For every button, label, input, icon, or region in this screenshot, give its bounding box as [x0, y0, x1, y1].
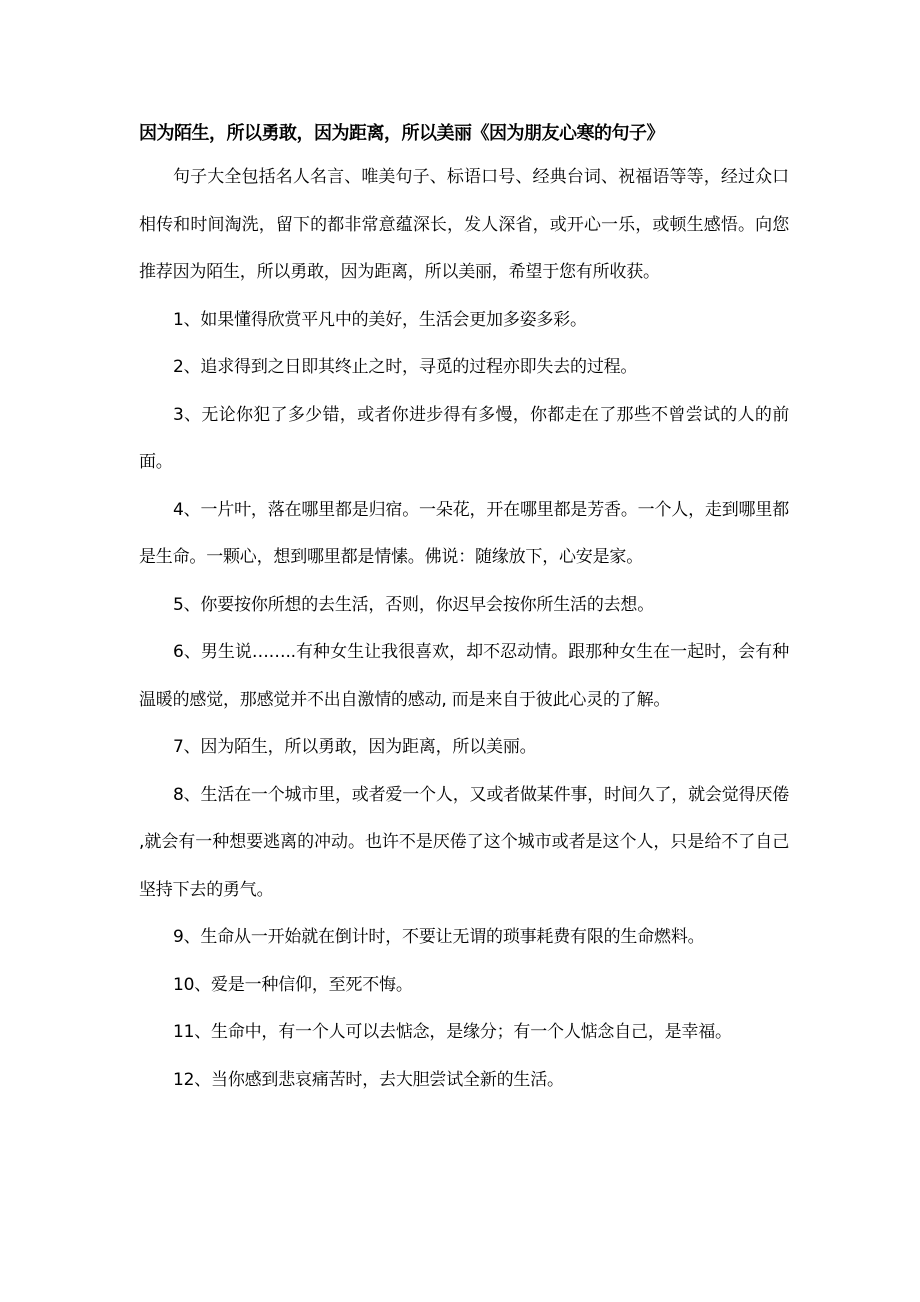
- list-item: 5、你要按你所想的去生活，否则，你迟早会按你所生活的去想。: [173, 594, 655, 615]
- list-item: 3、无论你犯了多少错，或者你进步得有多慢，你都走在了那些不曾尝试的人的前面。: [139, 404, 789, 472]
- intro-paragraph: 句子大全包括名人名言、唯美句子、标语口号、经典台词、祝福语等等，经过众口相传和时间淘洗，留下的都非常意蕴深长，发人深省，或开心一乐，或顿生感悟。向您推荐因为陌生，所以勇敢，因为距离，所以美丽，希望于您有所收获。: [139, 167, 789, 282]
- list-item: 1、如果懂得欣赏平凡中的美好，生活会更加多姿多彩。: [173, 309, 587, 330]
- document-title: 因为陌生，所以勇敢，因为距离，所以美丽《因为朋友心寒的句子》: [139, 123, 664, 144]
- list-item: 12、当你感到悲哀痛苦时，去大胆尝试全新的生活。: [173, 1069, 564, 1090]
- list-item: 7、因为陌生，所以勇敢，因为距离，所以美丽。: [173, 737, 537, 757]
- list-item: 2、追求得到之日即其终止之时，寻觅的过程亦即失去的过程。: [173, 357, 638, 377]
- list-item: 9、生命从一开始就在倒计时，不要让无谓的琐事耗费有限的生命燃料。: [173, 927, 705, 947]
- list-item: 8、生活在一个城市里，或者爱一个人，又或者做某件事，时间久了，就会觉得厌倦 ,就会有一种想要逃离的冲动。也许不是厌倦了这个城市或者是这个人，只是给不了自己坚持下去的勇气。: [139, 784, 789, 900]
- list-item: 11、生命中，有一个人可以去惦念，是缘分；有一个人惦念自己，是幸福。: [173, 1022, 732, 1042]
- list-item: 10、爱是一种信仰，至死不悔。: [173, 974, 413, 995]
- document-page: [139, 118, 789, 1104]
- list-item: 6、男生说……..有种女生让我很喜欢，却不忍动情。跟那种女生在一起时，会有种温暖的感觉，那感觉并不出自激情的感动, 而是来自于彼此心灵的了解。: [139, 642, 789, 710]
- list-item: 4、一片叶，落在哪里都是归宿。一朵花，开在哪里都是芳香。一个人，走到哪里都是生命。一颗心，想到哪里都是情愫。佛说：随缘放下，心安是家。: [139, 499, 789, 567]
